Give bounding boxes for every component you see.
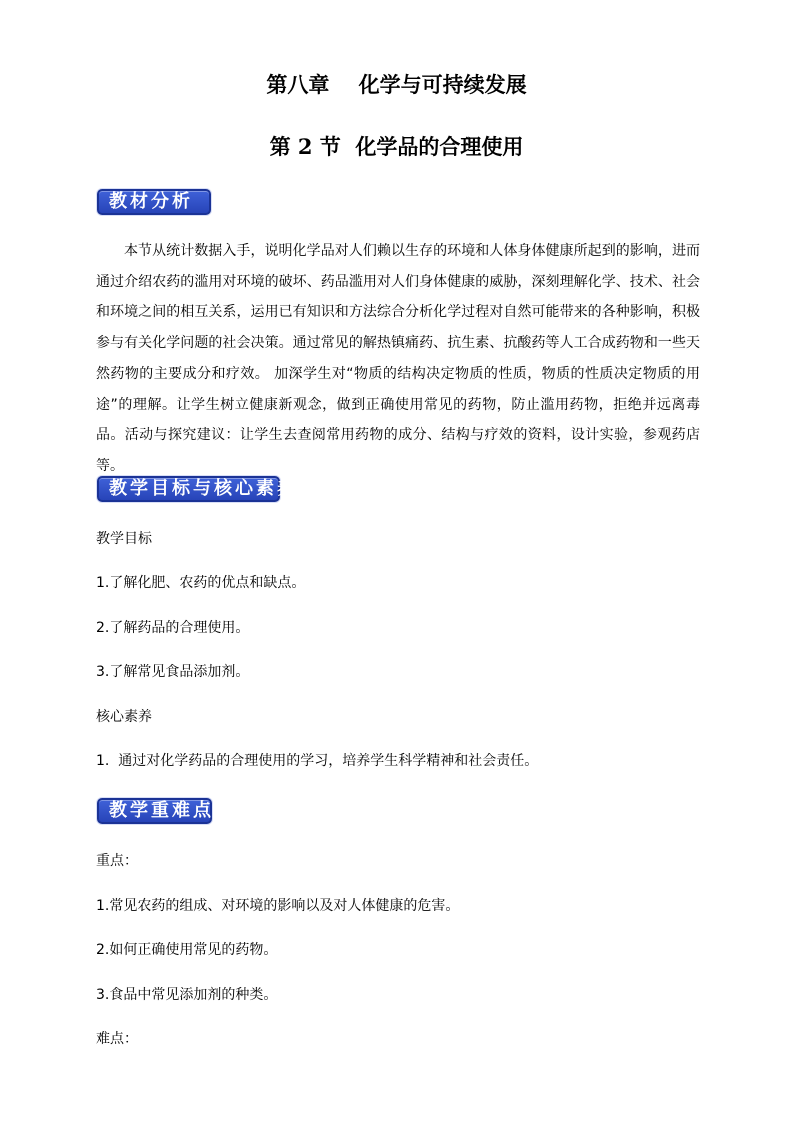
objective-item: 3.了解常见食品添加剂。: [96, 664, 250, 680]
section-title: 第 2 节 化学品的合理使用: [269, 134, 524, 159]
objective-item: 2.了解药品的合理使用。: [96, 620, 250, 636]
chapter-title: 第八章 化学与可持续发展: [266, 72, 527, 97]
section-banner-goals: 教学目标与核心素养: [97, 476, 280, 502]
section-banner-analysis: 教材分析: [97, 189, 211, 215]
literacy-heading: 核心素养: [96, 709, 152, 725]
analysis-paragraph: 本节从统计数据入手，说明化学品对人们赖以生存的环境和人体身体健康所起到的影响，进而通过介绍农药的滥用对环境的破坏、药品滥用对人们身体健康的威胁，深刻理解化学、技术、社会和环境之间的相互关系，运用已有知识和方法综合分析化学过程对自然可能带来的各种影响，积极参与有关化学问题的社会决策。通过常见的解热镇痛药、抗生素、抗酸药等人工合成药物和一些天然药物的主要成分和疗效。 加深学生对“物质的结构决定物质的性质，物质的性质决定物质的用途”的理解。让学生树立健康新观念，做到正确使用常见的药物，防止滥用药物，拒绝并远离毒品。活动与探究建议：让学生去查阅常用药物的成分、结构与疗效的资料，设计实验，参观药店等。: [96, 243, 700, 474]
objectives-heading: 教学目标: [96, 531, 152, 547]
objective-item: 1.了解化肥、农药的优点和缺点。: [96, 575, 306, 591]
literacy-item: 1. 通过对化学药品的合理使用的学习，培养学生科学精神和社会责任。: [96, 753, 539, 769]
focus-item: 1.常见农药的组成、对环境的影响以及对人体健康的危害。: [96, 898, 460, 914]
focus-heading: 重点：: [96, 853, 138, 869]
focus-item: 3.食品中常见添加剂的种类。: [96, 987, 278, 1003]
section-banner-key-points: 教学重难点: [97, 798, 212, 824]
focus-item: 2.如何正确使用常见的药物。: [96, 942, 278, 958]
difficulty-heading: 难点：: [96, 1031, 138, 1047]
